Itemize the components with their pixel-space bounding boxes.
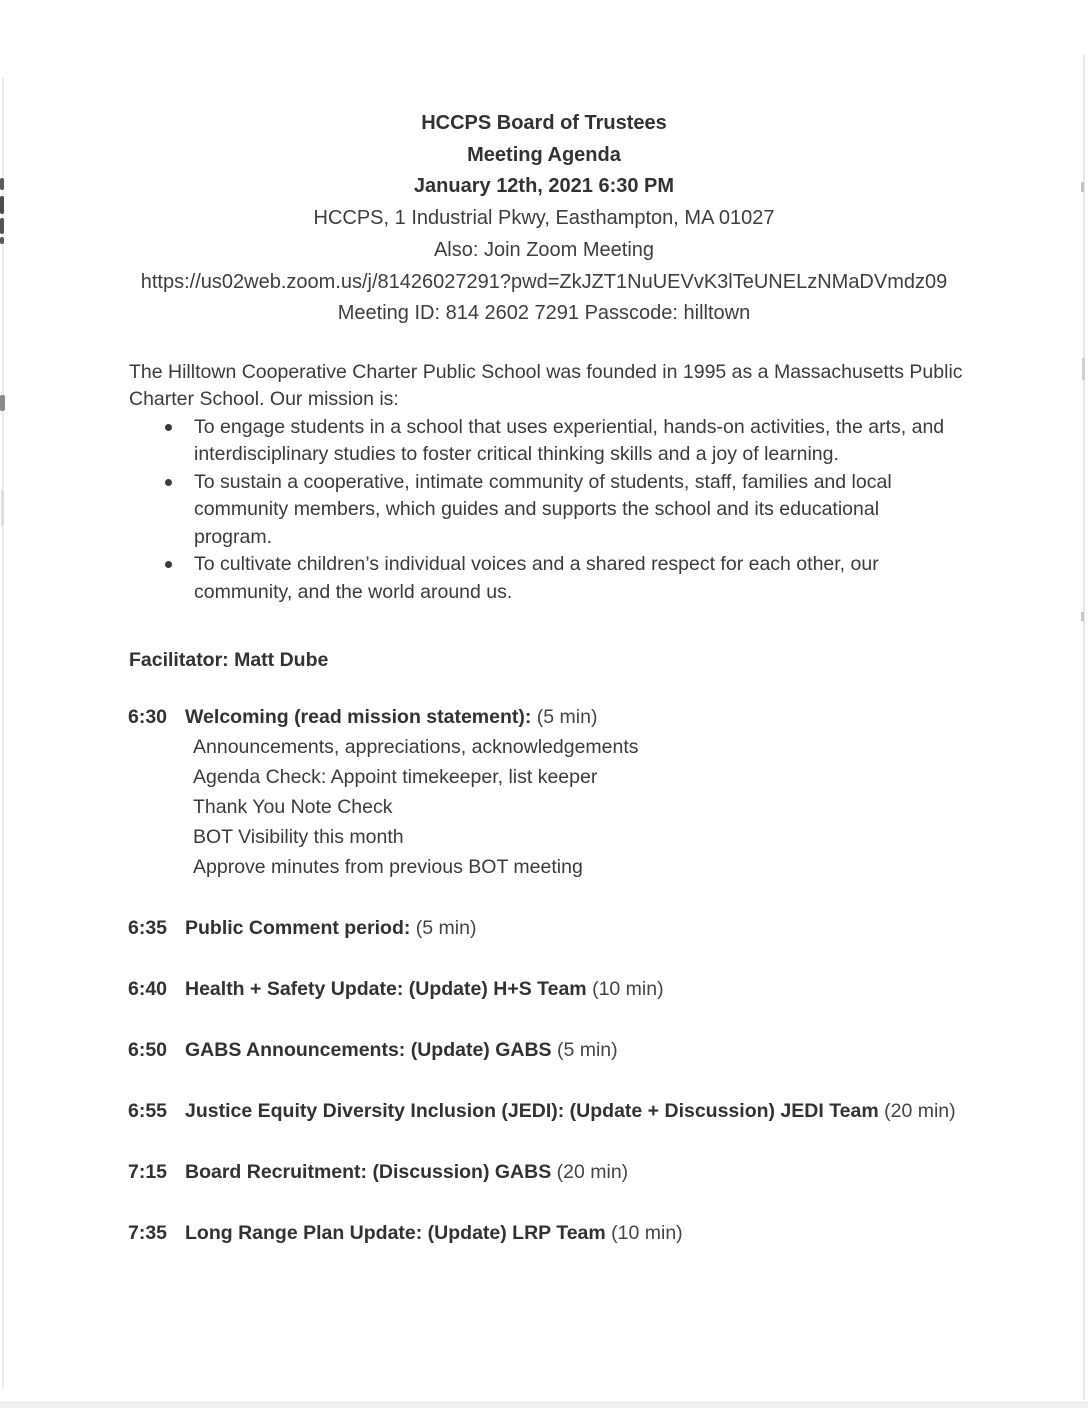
scan-artifact-mark <box>0 395 5 411</box>
agenda-time: 6:35 <box>128 917 168 940</box>
agenda-item <box>128 913 1088 943</box>
zoom-join-label: Also: Join Zoom Meeting <box>433 238 655 261</box>
agenda-item <box>128 1157 1088 1187</box>
agenda-duration: (20 min) <box>884 1100 956 1123</box>
agenda-time: 6:40 <box>128 978 168 1001</box>
bullet-line: To cultivate children’s individual voices and a shared respect for each other, our <box>194 553 879 576</box>
scan-artifact-smudge <box>1 490 4 526</box>
bullet-line: interdisciplinary studies to foster critical thinking skills and a joy of learning. <box>194 443 839 466</box>
agenda-sub-list <box>185 732 1088 882</box>
agenda-item <box>128 702 1088 882</box>
bullet-icon <box>165 561 172 568</box>
doc-subtitle: Meeting Agenda <box>467 143 621 166</box>
agenda-time: 6:55 <box>128 1100 168 1123</box>
agenda-item <box>128 1218 1088 1248</box>
bullet-line: community, and the world around us. <box>194 580 513 603</box>
agenda-sub-line: Thank You Note Check <box>193 796 393 819</box>
agenda-duration: (5 min) <box>536 706 598 729</box>
mission-intro-line: The Hilltown Cooperative Charter Public School was founded in 1995 as a Massachusetts Public <box>129 360 963 383</box>
bullet-icon <box>165 424 172 431</box>
agenda-item <box>128 974 1088 1004</box>
agenda-duration: (5 min) <box>556 1039 618 1062</box>
agenda-title: Welcoming (read mission statement): <box>185 706 532 729</box>
agenda-duration: (5 min) <box>415 917 477 940</box>
agenda-duration: (10 min) <box>611 1222 683 1245</box>
agenda-time: 7:35 <box>128 1222 168 1245</box>
meeting-datetime: January 12th, 2021 6:30 PM <box>413 175 675 198</box>
agenda-sub-line: Agenda Check: Appoint timekeeper, list keeper <box>193 766 598 789</box>
bullet-line: community members, which guides and supports the school and its educational <box>194 498 880 521</box>
agenda-duration: (20 min) <box>556 1161 629 1184</box>
meeting-id-passcode: Meeting ID: 814 2602 7291 Passcode: hilltown <box>337 302 751 325</box>
agenda-title: GABS Announcements: (Update) GABS <box>185 1039 552 1062</box>
agenda-time: 6:50 <box>128 1039 168 1062</box>
agenda-item <box>128 1035 1088 1065</box>
zoom-meeting-url: https://us02web.zoom.us/j/81426027291?pwd=ZkJZT1NuUEVvK3lTeUNELzNMaDVmdz09 <box>140 270 948 293</box>
doc-title: HCCPS Board of Trustees <box>421 112 667 134</box>
bullet-line: To engage students in a school that uses experiential, hands-on activities, the arts, and <box>194 415 945 438</box>
agenda-title: Justice Equity Diversity Inclusion (JEDI): (Update + Discussion) JEDI Team <box>185 1100 879 1123</box>
agenda-title: Health + Safety Update: (Update) H+S Team <box>185 978 587 1001</box>
mission-bullet <box>129 551 968 606</box>
agenda-item <box>128 1096 1088 1126</box>
scan-bottom-strip <box>0 1402 1088 1408</box>
agenda-title: Long Range Plan Update: (Update) LRP Team <box>185 1222 606 1245</box>
agenda-sub-line: BOT Visibility this month <box>193 826 404 849</box>
meeting-address: HCCPS, 1 Industrial Pkwy, Easthampton, MA 01027 <box>313 207 775 230</box>
agenda-title: Board Recruitment: (Discussion) GABS <box>185 1161 552 1184</box>
agenda-time: 7:15 <box>128 1161 168 1184</box>
agenda-sub-line: Approve minutes from previous BOT meeting <box>193 856 583 879</box>
document-header <box>0 0 1088 330</box>
agenda-duration: (10 min) <box>592 978 664 1001</box>
facilitator-line: Facilitator: Matt Dube <box>129 649 329 672</box>
bullet-line: To sustain a cooperative, intimate community of students, staff, families and local <box>194 470 892 493</box>
agenda-sub-line: Announcements, appreciations, acknowledgements <box>193 736 639 759</box>
mission-bullet <box>129 469 968 552</box>
mission-intro-line: Charter School. Our mission is: <box>129 388 399 411</box>
agenda-content <box>185 702 1088 882</box>
scan-artifact-speck <box>1082 358 1085 380</box>
agenda-time: 6:30 <box>128 706 168 729</box>
mission-bullet <box>129 414 968 469</box>
mission-section <box>129 359 968 607</box>
mission-bullet-list <box>129 414 968 607</box>
agenda-title: Public Comment period: <box>185 917 411 940</box>
bullet-icon <box>165 479 172 486</box>
scan-artifact-speck <box>1081 612 1084 621</box>
bullet-line: program. <box>194 525 273 548</box>
